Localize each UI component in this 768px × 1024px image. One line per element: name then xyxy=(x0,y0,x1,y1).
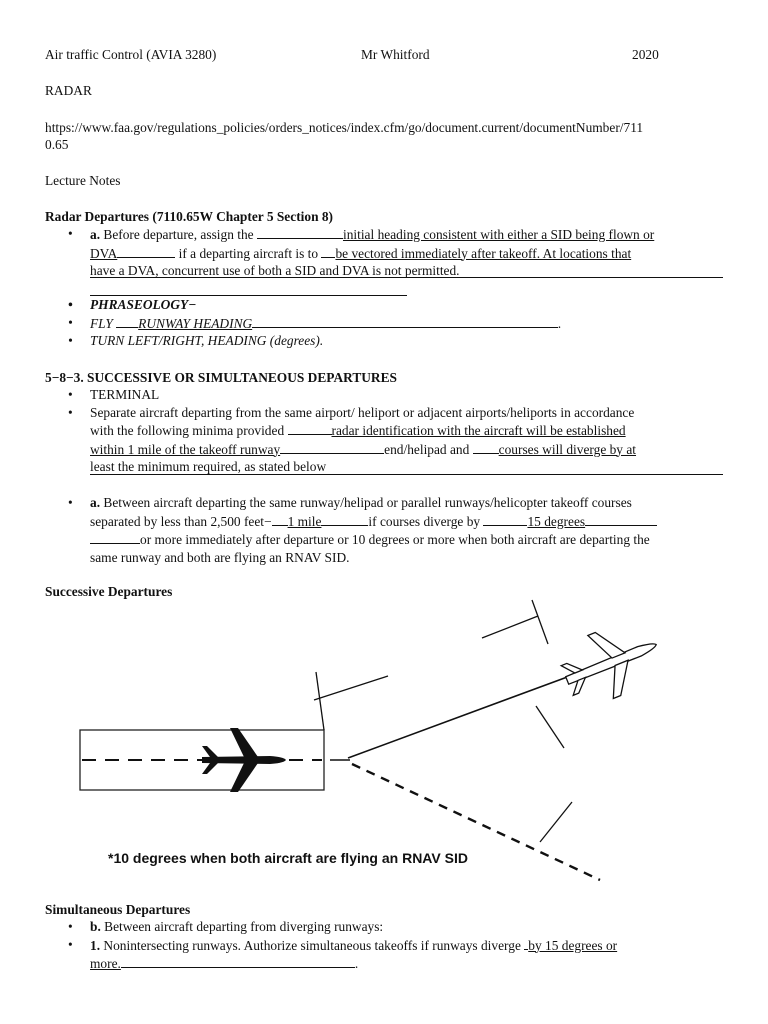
list-item: • a. Before departure, assign the initial heading consistent with either a SID being flown or DVA if a departing aircraft is to be vectored immediately after takeoff. At locations that have a DVA, concurrent use of both a SID and DVA is not permitted. xyxy=(90,225,730,280)
fill-answer: 15 degrees xyxy=(527,513,586,529)
fill-answer: initial heading consistent with either a SID being flown or xyxy=(342,227,655,242)
answer-underline xyxy=(90,474,723,475)
fill-answer: have a DVA, concurrent use of both a SID and DVA is not permitted. xyxy=(90,263,460,278)
fill-answer: 1 mile xyxy=(287,513,322,529)
faa-link-line-2[interactable]: 0.65 xyxy=(45,137,69,152)
topic-title: RADAR xyxy=(45,83,92,98)
list-item: • b. Between aircraft departing from diverging runways: xyxy=(90,918,730,936)
divergence-tick xyxy=(536,706,564,748)
phraseology-list xyxy=(90,296,730,350)
fill-answer: be vectored immediately after takeoff. At locations that xyxy=(335,245,632,261)
radar-departures-heading: Radar Departures (7110.65W Chapter 5 Section 8) xyxy=(45,209,334,224)
year: 2020 xyxy=(632,47,659,62)
successive-departures-diagram xyxy=(70,592,670,892)
list-item: • 1. Nonintersecting runways. Authorize simultaneous takeoffs if runways diverge by 15 degrees or more. . xyxy=(90,936,730,973)
blank xyxy=(321,244,335,258)
fill-answer: DVA xyxy=(90,245,118,261)
dimension-tick xyxy=(532,600,548,644)
answer-underline xyxy=(90,277,723,278)
fill-answer: by 15 degrees or xyxy=(528,937,618,953)
list-item: • a. Between aircraft departing the same runway/helipad or parallel runways/helicopter takeoff courses separated by less than 2,500 feet− 1 mile if courses diverge by 15 degrees or more immediately after departure or 10 degrees or more when both aircraft are departing the same runway and both are flying an RNAV SID. xyxy=(90,494,730,566)
successive-a-list xyxy=(90,494,730,566)
divergence-tick xyxy=(540,802,572,842)
fill-answer: least the minimum required, as stated below xyxy=(90,459,327,474)
fill-answer: more. xyxy=(90,956,121,971)
list-item: • TERMINAL xyxy=(90,386,730,404)
airborne-aircraft-icon xyxy=(554,613,668,712)
blank xyxy=(117,244,175,258)
successive-list xyxy=(90,386,730,476)
simultaneous-departures-heading: Simultaneous Departures xyxy=(45,902,191,917)
blank xyxy=(257,225,343,239)
faa-link-line-1[interactable]: https://www.faa.gov/regulations_policies/orders_notices/index.cfm/go/document.current/documentNumber/711 xyxy=(45,120,644,135)
figure-caption: *10 degrees when both aircraft are flying an RNAV SID xyxy=(108,850,468,866)
fill-answer: within 1 mile of the takeoff runway xyxy=(90,441,281,457)
departure-course-line xyxy=(348,676,570,758)
list-item: • Separate aircraft departing from the same airport/ heliport or adjacent airports/heliports in accordance with the following minima provided radar identification with the aircraft will be established within 1 mile of the takeoff runway end/helipad and courses will diverge by at least the minimum required, as stated below xyxy=(90,404,730,476)
lecture-notes-label: Lecture Notes xyxy=(45,173,121,188)
simultaneous-list xyxy=(90,918,730,973)
successive-simultaneous-heading: 5−8−3. SUCCESSIVE OR SIMULTANEOUS DEPARTURES xyxy=(45,370,397,385)
radar-departures-list xyxy=(90,225,730,280)
fill-answer: radar identification with the aircraft will be established xyxy=(331,423,626,438)
list-item: • PHRASEOLOGY− xyxy=(90,296,730,314)
figure-title: Successive Departures xyxy=(45,584,173,599)
fill-answer: RUNWAY HEADING xyxy=(138,315,253,331)
list-item: • TURN LEFT/RIGHT, HEADING (degrees). xyxy=(90,332,730,350)
dimension-line xyxy=(482,616,538,638)
instructor-name: Mr Whitford xyxy=(361,47,430,62)
dimension-tick xyxy=(316,672,324,730)
list-item: • FLY RUNWAY HEADING . xyxy=(90,314,730,333)
fill-answer: courses will diverge by at xyxy=(498,441,637,457)
dimension-line xyxy=(314,676,388,700)
course-title: Air traffic Control (AVIA 3280) xyxy=(45,47,217,62)
